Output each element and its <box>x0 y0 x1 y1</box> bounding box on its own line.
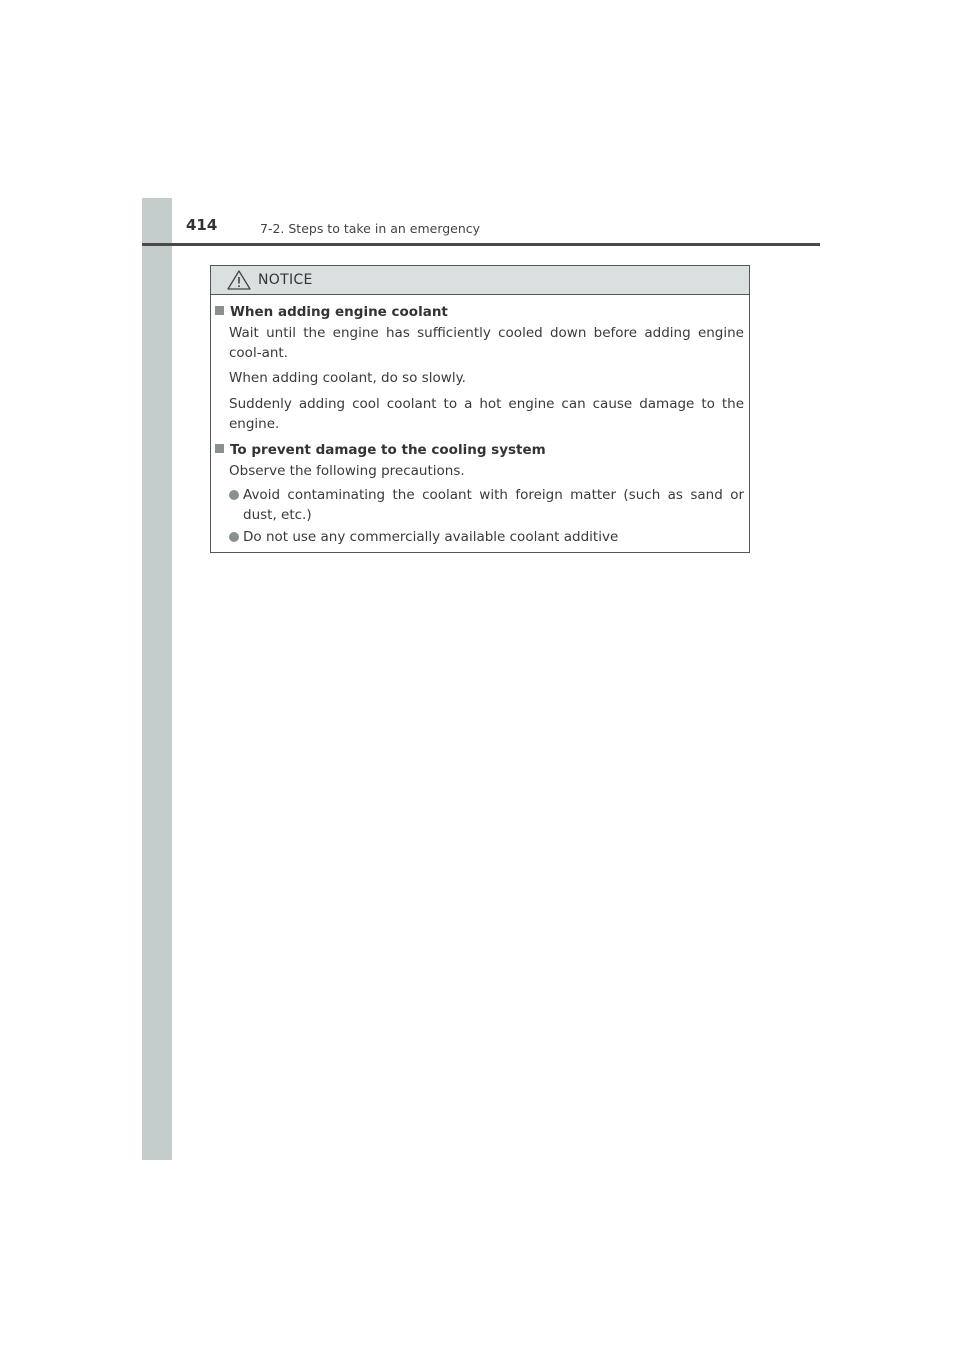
notice-header <box>211 266 749 295</box>
section-heading-adding-coolant: When adding engine coolant <box>215 304 448 320</box>
section-heading-cooling-system: To prevent damage to the cooling system <box>215 442 546 458</box>
paragraph: Observe the following precautions. <box>229 463 465 479</box>
list-item: Avoid contaminating the coolant with foreign matter (such as sand or dust, etc.) <box>229 485 744 525</box>
list-item: Do not use any commercially available coolant additive <box>229 527 744 547</box>
page-number: 414 <box>186 216 218 234</box>
square-marker-icon <box>215 444 224 453</box>
notice-box <box>210 265 750 553</box>
side-strip <box>142 198 172 1160</box>
square-marker-icon <box>215 306 224 315</box>
bullet-dot-icon <box>229 490 239 500</box>
paragraph: When adding coolant, do so slowly. <box>229 370 466 386</box>
notice-title: NOTICE <box>258 272 313 288</box>
header-rule <box>142 243 820 246</box>
paragraph: Wait until the engine has sufficiently cooled down before adding engine cool-ant. <box>229 325 744 361</box>
section-title: 7-2. Steps to take in an emergency <box>260 221 481 236</box>
bullet-dot-icon <box>229 532 239 542</box>
paragraph: Suddenly adding cool coolant to a hot engine can cause damage to the engine. <box>229 396 744 432</box>
warning-triangle-icon <box>227 270 251 290</box>
